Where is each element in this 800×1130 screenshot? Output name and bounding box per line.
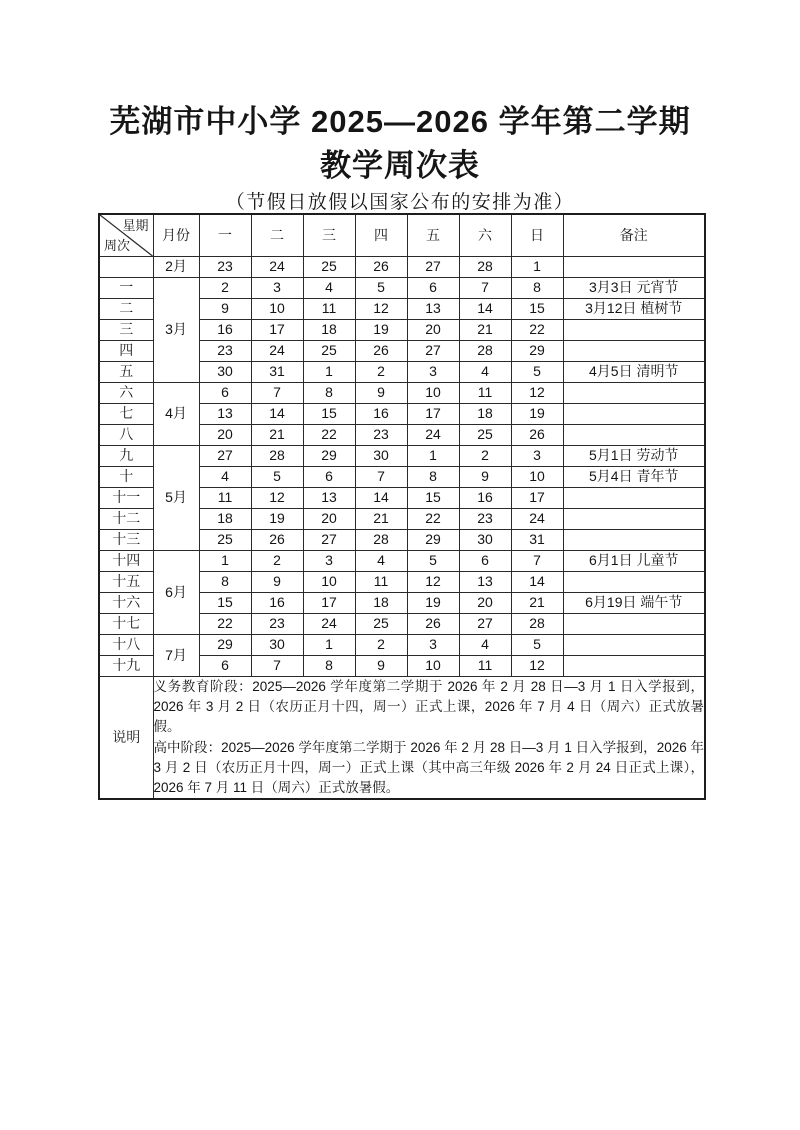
date-cell: 25 [303,341,355,362]
date-cell: 25 [303,257,355,278]
date-cell: 1 [303,362,355,383]
date-cell: 20 [407,320,459,341]
month-cell: 2月 [153,257,199,278]
day-header-cell: 三 [303,214,355,257]
date-cell: 4 [459,635,511,656]
date-cell: 7 [355,467,407,488]
date-cell: 22 [303,425,355,446]
date-cell: 21 [355,509,407,530]
date-cell: 18 [199,509,251,530]
date-cell: 1 [407,446,459,467]
date-cell: 22 [407,509,459,530]
date-cell: 9 [355,656,407,677]
month-header-cell: 月份 [153,214,199,257]
date-cell: 28 [459,257,511,278]
remark-cell [563,341,705,362]
date-cell: 3 [303,551,355,572]
day-header-cell: 二 [251,214,303,257]
date-cell: 19 [251,509,303,530]
week-number-cell: 九 [99,446,153,467]
date-cell: 21 [459,320,511,341]
date-cell: 8 [303,656,355,677]
date-cell: 14 [459,299,511,320]
date-cell: 20 [303,509,355,530]
month-cell: 6月 [153,551,199,635]
schedule-table [98,213,706,800]
table-row [99,383,705,404]
date-cell: 7 [251,656,303,677]
date-cell: 26 [355,257,407,278]
date-cell: 24 [511,509,563,530]
date-cell: 6 [459,551,511,572]
date-cell: 30 [459,530,511,551]
date-cell: 11 [303,299,355,320]
date-cell: 8 [303,383,355,404]
day-header-cell: 五 [407,214,459,257]
week-rows [99,257,705,677]
date-cell: 25 [355,614,407,635]
date-cell: 1 [199,551,251,572]
date-cell: 24 [303,614,355,635]
week-number-cell: 十三 [99,530,153,551]
date-cell: 7 [251,383,303,404]
date-cell: 16 [459,488,511,509]
day-header-cell: 一 [199,214,251,257]
day-header-cell: 六 [459,214,511,257]
date-cell: 5 [511,635,563,656]
date-cell: 4 [303,278,355,299]
date-cell: 15 [199,593,251,614]
date-cell: 3 [407,635,459,656]
month-cell: 5月 [153,446,199,551]
date-cell: 25 [199,530,251,551]
week-number-cell: 十七 [99,614,153,635]
week-number-cell: 十 [99,467,153,488]
remark-cell [563,656,705,677]
date-cell: 3 [511,446,563,467]
date-cell: 30 [199,362,251,383]
date-cell: 28 [251,446,303,467]
table-header-row [99,214,705,257]
date-cell: 26 [251,530,303,551]
remark-cell [563,404,705,425]
week-number-cell: 一 [99,278,153,299]
date-cell: 21 [251,425,303,446]
week-number-cell: 二 [99,299,153,320]
date-cell: 4 [459,362,511,383]
remark-cell [563,614,705,635]
day-header-cell: 四 [355,214,407,257]
date-cell: 26 [355,341,407,362]
date-cell: 27 [459,614,511,635]
week-number-cell: 十八 [99,635,153,656]
date-cell: 28 [459,341,511,362]
date-cell: 16 [355,404,407,425]
remark-cell [563,488,705,509]
week-number-cell: 十一 [99,488,153,509]
date-cell: 24 [251,341,303,362]
date-cell: 20 [199,425,251,446]
date-cell: 9 [199,299,251,320]
date-cell: 11 [355,572,407,593]
note-paragraph-compulsory: 义务教育阶段：2025—2026 学年度第二学期于 2026 年 2 月 28 日—3 月 1 日入学报到，2026 年 3 月 2 日（农历正月十四，周一）正式上课，2026 年 7 月 4 日（周六）正式放暑假。 [153,679,704,735]
date-cell: 9 [459,467,511,488]
date-cell: 26 [511,425,563,446]
date-cell: 5 [355,278,407,299]
date-cell: 16 [199,320,251,341]
date-cell: 31 [251,362,303,383]
date-cell: 6 [199,383,251,404]
date-cell: 9 [251,572,303,593]
date-cell: 15 [511,299,563,320]
day-header-cell: 日 [511,214,563,257]
date-cell: 19 [511,404,563,425]
date-cell: 29 [199,635,251,656]
date-cell: 31 [511,530,563,551]
date-cell: 2 [355,362,407,383]
date-cell: 18 [355,593,407,614]
date-cell: 5 [407,551,459,572]
date-cell: 6 [199,656,251,677]
date-cell: 8 [511,278,563,299]
month-cell: 7月 [153,635,199,677]
date-cell: 23 [199,341,251,362]
month-cell: 3月 [153,278,199,383]
week-number-cell: 十四 [99,551,153,572]
remark-cell: 4月5日 清明节 [563,362,705,383]
date-cell: 28 [355,530,407,551]
date-cell: 18 [303,320,355,341]
date-cell: 28 [511,614,563,635]
date-cell: 15 [407,488,459,509]
date-cell: 27 [407,257,459,278]
remark-cell [563,257,705,278]
date-cell: 24 [407,425,459,446]
date-cell: 4 [355,551,407,572]
date-cell: 23 [251,614,303,635]
date-cell: 29 [511,341,563,362]
date-cell: 2 [199,278,251,299]
remark-cell [563,530,705,551]
date-cell: 11 [459,656,511,677]
page-subtitle: （节假日放假以国家公布的安排为准） [225,192,575,213]
remark-cell: 5月1日 劳动节 [563,446,705,467]
date-cell: 26 [407,614,459,635]
date-cell: 10 [303,572,355,593]
date-cell: 22 [511,320,563,341]
date-cell: 27 [407,341,459,362]
remark-cell [563,635,705,656]
date-cell: 16 [251,593,303,614]
date-cell: 23 [459,509,511,530]
date-cell: 12 [511,656,563,677]
week-number-cell: 四 [99,341,153,362]
date-cell: 10 [511,467,563,488]
notes-row [99,677,705,800]
date-cell: 3 [251,278,303,299]
date-cell: 23 [199,257,251,278]
table-row [99,551,705,572]
date-cell: 2 [355,635,407,656]
date-cell: 8 [199,572,251,593]
date-cell: 5 [251,467,303,488]
date-cell: 17 [303,593,355,614]
page-title-line1: 芜湖市中小学 2025—2026 学年第二学期 [109,104,691,139]
remark-cell [563,425,705,446]
remark-cell: 5月4日 青年节 [563,467,705,488]
date-cell: 23 [355,425,407,446]
date-cell: 6 [303,467,355,488]
date-cell: 29 [303,446,355,467]
date-cell: 15 [303,404,355,425]
page-title-line2: 教学周次表 [320,148,480,183]
corner-label-weekday: 星期 [122,218,149,233]
date-cell: 20 [459,593,511,614]
note-paragraph-highschool: 高中阶段：2025—2026 学年度第二学期于 2026 年 2 月 28 日—3 月 1 日入学报到，2026 年 3 月 2 日（农历正月十四，周一）正式上课（其中高三年级 2026 年 2 月 24 日正式上课），2026 年 7 月 11 日（周六）正式放暑假。 [153,739,704,796]
date-cell: 14 [355,488,407,509]
date-cell: 11 [199,488,251,509]
date-cell: 18 [459,404,511,425]
date-cell: 10 [407,383,459,404]
notes-text-cell [153,677,705,800]
date-cell: 22 [199,614,251,635]
week-number-cell: 十六 [99,593,153,614]
week-number-cell: 十二 [99,509,153,530]
week-number-cell: 五 [99,362,153,383]
date-cell: 19 [355,320,407,341]
week-number-cell: 三 [99,320,153,341]
remark-cell [563,509,705,530]
date-cell: 24 [251,257,303,278]
corner-label-weeknum: 周次 [104,237,131,253]
date-cell: 29 [407,530,459,551]
date-cell: 17 [251,320,303,341]
month-cell: 4月 [153,383,199,446]
date-cell: 17 [511,488,563,509]
remark-cell [563,383,705,404]
week-number-cell: 七 [99,404,153,425]
date-cell: 13 [459,572,511,593]
date-cell: 4 [199,467,251,488]
date-cell: 19 [407,593,459,614]
remark-cell: 6月19日 端午节 [563,593,705,614]
date-cell: 13 [303,488,355,509]
remark-cell [563,572,705,593]
date-cell: 12 [511,383,563,404]
date-cell: 14 [251,404,303,425]
week-number-cell: 六 [99,383,153,404]
date-cell: 7 [511,551,563,572]
date-cell: 12 [251,488,303,509]
date-cell: 2 [459,446,511,467]
table-row [99,635,705,656]
date-cell: 9 [355,383,407,404]
date-cell: 11 [459,383,511,404]
notes-label-cell: 说明 [99,677,153,800]
week-number-cell: 八 [99,425,153,446]
date-cell: 1 [303,635,355,656]
date-cell: 27 [303,530,355,551]
week-number-cell: 十五 [99,572,153,593]
date-cell: 6 [407,278,459,299]
date-cell: 10 [407,656,459,677]
date-cell: 13 [199,404,251,425]
date-cell: 10 [251,299,303,320]
date-cell: 3 [407,362,459,383]
date-cell: 5 [511,362,563,383]
date-cell: 21 [511,593,563,614]
date-cell: 12 [355,299,407,320]
date-cell: 25 [459,425,511,446]
table-row [99,446,705,467]
date-cell: 8 [407,467,459,488]
date-cell: 2 [251,551,303,572]
week-number-cell [99,257,153,278]
remark-cell: 3月3日 元宵节 [563,278,705,299]
week-number-cell: 十九 [99,656,153,677]
date-cell: 17 [407,404,459,425]
remark-cell [563,320,705,341]
table-row [99,257,705,278]
date-cell: 1 [511,257,563,278]
remark-cell: 3月12日 植树节 [563,299,705,320]
date-cell: 14 [511,572,563,593]
corner-cell [99,214,153,257]
date-cell: 30 [355,446,407,467]
date-cell: 13 [407,299,459,320]
date-cell: 7 [459,278,511,299]
table-row [99,278,705,299]
date-cell: 12 [407,572,459,593]
remark-cell: 6月1日 儿童节 [563,551,705,572]
remark-header-cell: 备注 [563,214,705,257]
date-cell: 30 [251,635,303,656]
date-cell: 27 [199,446,251,467]
